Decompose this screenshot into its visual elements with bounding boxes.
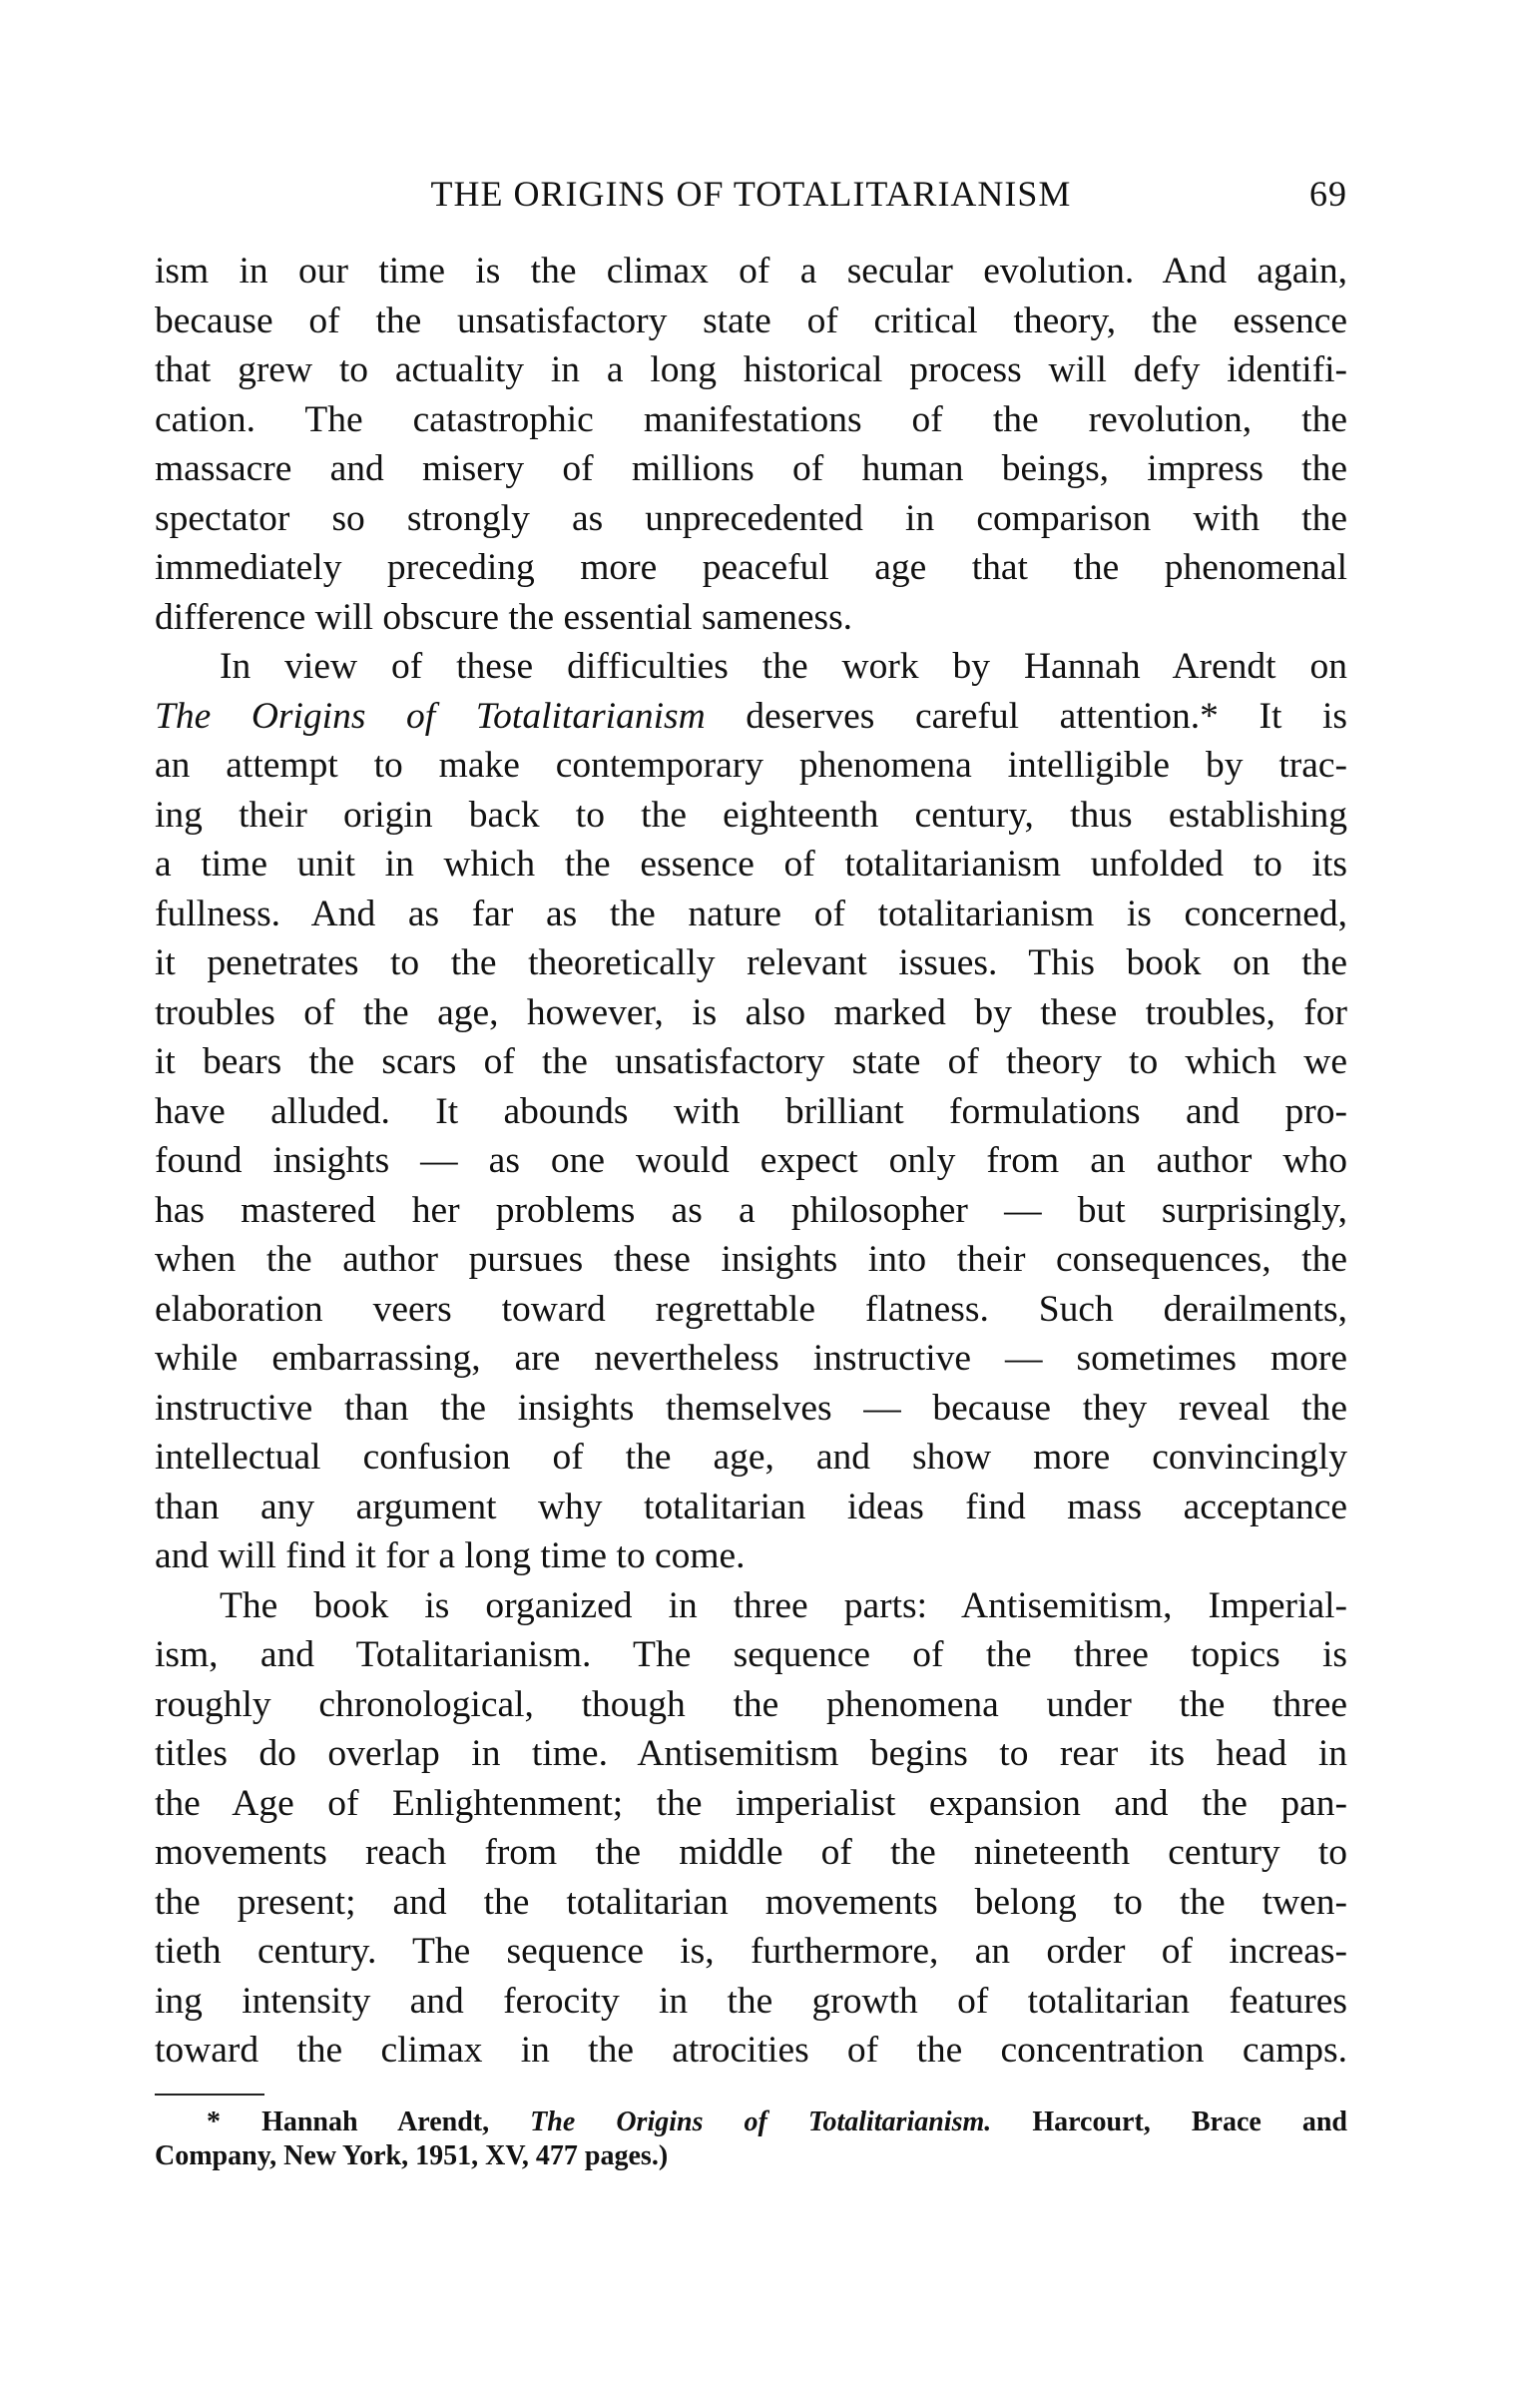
running-title: THE ORIGINS OF TOTALITARIANISM: [430, 174, 1072, 214]
text-line: intellectual confusion of the age, and show more convincingly: [155, 1437, 1347, 1478]
text-line: toward the climax in the atrocities of the concentration camps.: [155, 2030, 1347, 2071]
paragraph-2: [155, 642, 1347, 1581]
text-line: because of the unsatisfactory state of critical theory, the essence: [155, 300, 1347, 341]
text-line: ism in our time is the climax of a secular evolution. And again,: [155, 251, 1347, 292]
text-line: massacre and misery of millions of human beings, impress the: [155, 448, 1347, 489]
text-line: a time unit in which the essence of totalitarianism unfolded to its: [155, 844, 1347, 885]
text-line: movements reach from the middle of the nineteenth century to: [155, 1832, 1347, 1873]
page-number: 69: [1309, 174, 1347, 214]
book-page: [155, 165, 1347, 2173]
text-line: cation. The catastrophic manifestations of the revolution, the: [155, 398, 1347, 440]
footnote-marker: *: [207, 2106, 221, 2137]
text-line: The book is organized in three parts: Antisemitism, Imperial-: [220, 1584, 1347, 1626]
text-line: titles do overlap in time. Antisemitism begins to rear its head in: [155, 1733, 1347, 1774]
text-line: has mastered her problems as a philosopher — but surprisingly,: [155, 1189, 1347, 1231]
text-line: In view of these difficulties the work by Hannah Arendt on: [220, 646, 1347, 687]
text-line: than any argument why totalitarian ideas find mass acceptance: [155, 1486, 1347, 1527]
text-line: found insights — as one would expect only from an author who: [155, 1140, 1347, 1181]
book-title-italic: The Origins of Totalitarianism: [155, 695, 706, 737]
footnote-rule: [155, 2094, 264, 2096]
text-line: an attempt to make contemporary phenomena intelligible by trac-: [155, 745, 1347, 786]
text-line: and will find it for a long time to come.: [155, 1535, 746, 1576]
text-line: elaboration veers toward regrettable flatness. Such derailments,: [155, 1288, 1347, 1330]
text-line: tieth century. The sequence is, furthermore, an order of increas-: [155, 1931, 1347, 1972]
text-line: fullness. And as far as the nature of totalitarianism is concerned,: [155, 893, 1347, 934]
text-line-with-title: The Origins of Totalitarianism deserves careful attention.* It is: [155, 695, 1347, 737]
text-line: the Age of Enlightenment; the imperialist expansion and the pan-: [155, 1782, 1347, 1824]
text-line: difference will obscure the essential sameness.: [155, 596, 853, 638]
text-line: while embarrassing, are nevertheless instructive — sometimes more: [155, 1338, 1347, 1379]
footnote-line: [155, 2106, 1347, 2139]
text-line: troubles of the age, however, is also marked by these troubles, for: [155, 991, 1347, 1033]
text-line: instructive than the insights themselves — because they reveal the: [155, 1387, 1347, 1429]
footnote-publisher: Harcourt, Brace and: [1032, 2106, 1347, 2137]
text-line: ing their origin back to the eighteenth century, thus establishing: [155, 794, 1347, 836]
text-line: it penetrates to the theoretically relevant issues. This book on the: [155, 942, 1347, 983]
text-line: have alluded. It abounds with brilliant formulations and pro-: [155, 1090, 1347, 1132]
footnote-line: Company, New York, 1951, XV, 477 pages.): [155, 2139, 669, 2171]
text-line: the present; and the totalitarian movements belong to the twen-: [155, 1881, 1347, 1923]
paragraph-1: [155, 247, 1347, 642]
running-head: [155, 165, 1347, 225]
text-line: that grew to actuality in a long historical process will defy identifi-: [155, 349, 1347, 390]
text-line: it bears the scars of the unsatisfactory state of theory to which we: [155, 1041, 1347, 1082]
text-line: roughly chronological, though the phenomena under the three: [155, 1683, 1347, 1725]
footnote: [155, 2106, 1347, 2173]
footnote-author: Hannah Arendt,: [261, 2106, 490, 2137]
text-line: immediately preceding more peaceful age that the phenomenal: [155, 547, 1347, 588]
paragraph-3: [155, 1581, 1347, 2076]
text-line: ism, and Totalitarianism. The sequence of the three topics is: [155, 1634, 1347, 1675]
text-line: when the author pursues these insights into their consequences, the: [155, 1239, 1347, 1280]
body-text: [155, 247, 1347, 2076]
text-line: spectator so strongly as unprecedented in comparison with the: [155, 497, 1347, 539]
footnote-title: The Origins of Totalitarianism.: [530, 2106, 992, 2137]
text-line: ing intensity and ferocity in the growth of totalitarian features: [155, 1980, 1347, 2022]
